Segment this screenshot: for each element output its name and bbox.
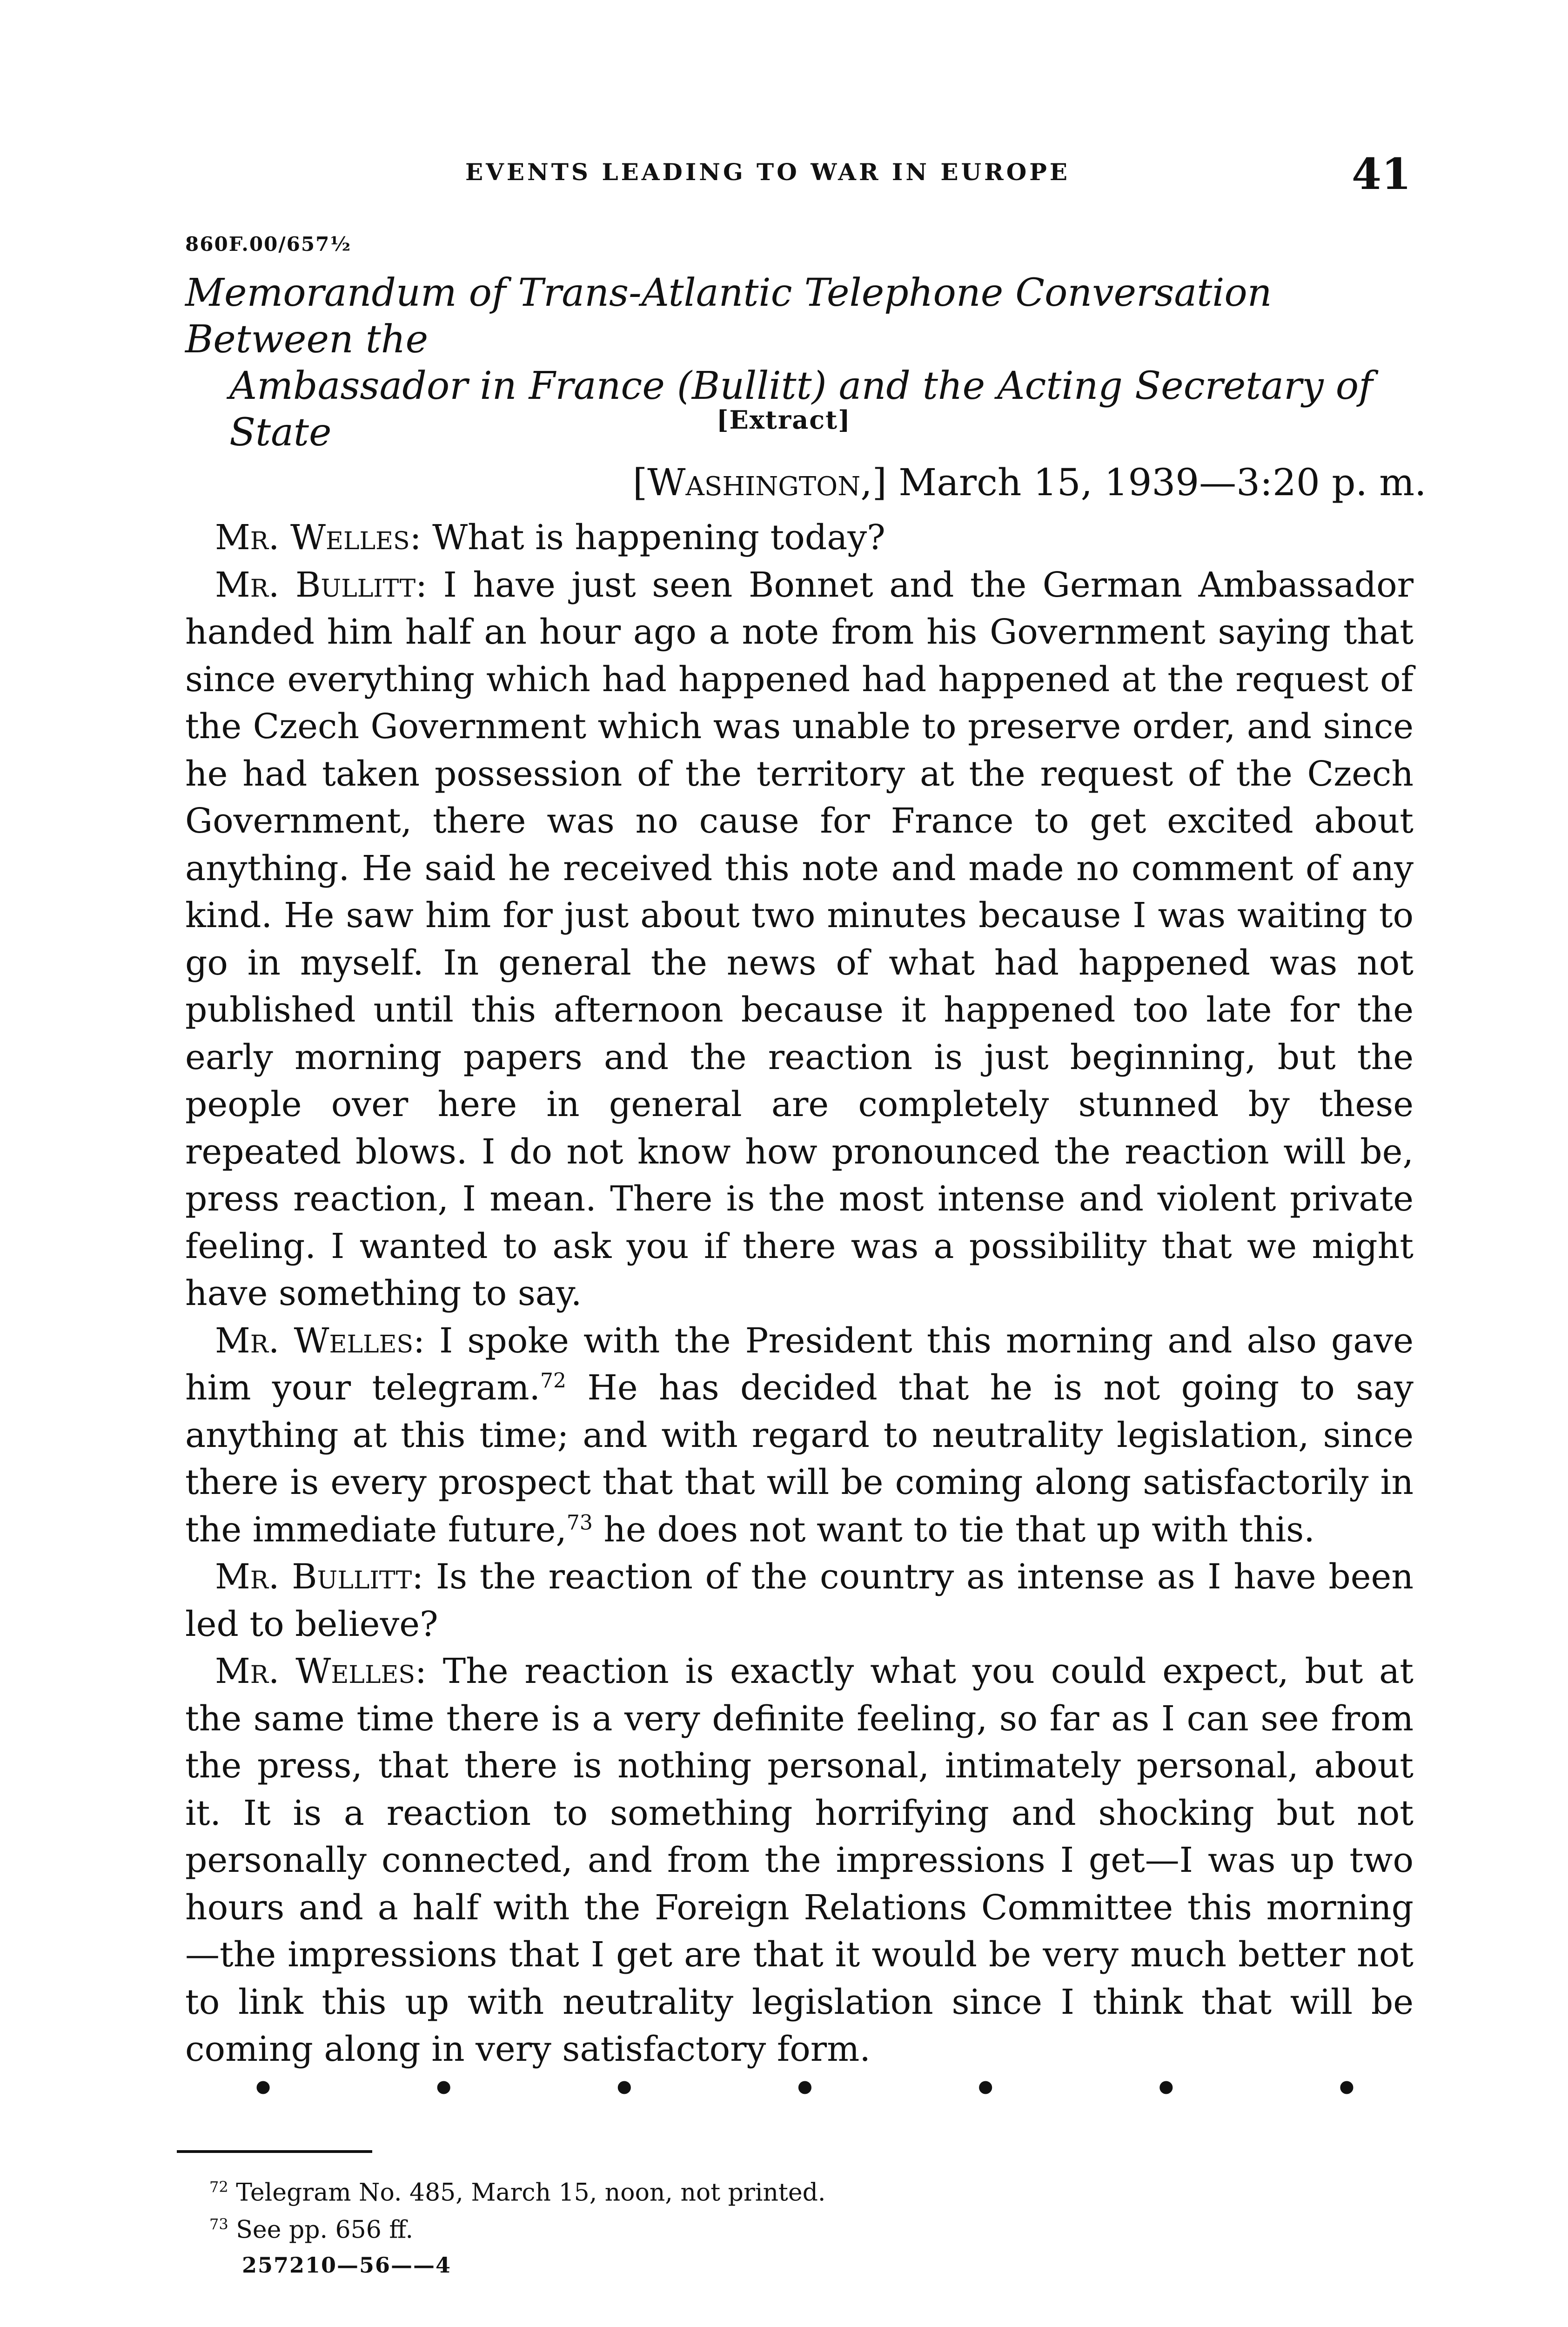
speaker-name: Mr. Bullitt: (215, 1557, 424, 1597)
dialogue-text: he does not want to tie that up with this. (592, 1509, 1315, 1550)
body-text (185, 514, 1414, 2073)
dialogue-text: I have just seen Bonnet and the German Ambassador handed him half an hour ago a note from his Government saying that since everything which had happened had happened at the request of the Czech Government which was unable to preserve order, and since he had taken possession of the territory at the request of the Czech Government, there was no cause for France to get excited about anything. He said he received this note and made no comment of any kind. He saw him for just about two minutes because I was waiting to go in myself. In general the news of what had happened was not published until this afternoon because it happened too late for the early morning papers and the reaction is just beginning, but the people over here in general are completely stunned by these repeated blows. I do not know how pronounced the reaction will be, press reaction, I mean. There is the most intense and violent private feeling. I wanted to ask you if there was a possibility that we might have something to say. (185, 565, 1414, 1313)
omission-dot: • (1334, 2066, 1359, 2110)
footnote-mark: 73 (209, 2215, 228, 2233)
dialogue-paragraph (185, 1648, 1414, 2073)
dateline-place: [Washington,] (633, 461, 887, 504)
page-number: 41 (1352, 149, 1412, 199)
footnote-73 (209, 2208, 825, 2246)
dialogue-text: He has decided that he is not going to say anything at this time; and with regard to neutrality legislation, since there is every prospect that that will be coming along satisfactorily in the immediate future, (185, 1368, 1414, 1550)
omission-dot: • (793, 2066, 817, 2110)
omission-dot: • (973, 2066, 998, 2110)
omission-dot: • (251, 2066, 275, 2110)
title-line-2: Ambassador in France (Bullitt) and the Acting Secretary of State (229, 364, 1373, 455)
footnote-text: Telegram No. 485, March 15, noon, not printed. (228, 2179, 826, 2207)
dateline-time: March 15, 1939—3:20 p. m. (886, 461, 1427, 504)
omission-dots (251, 2066, 1359, 2110)
dialogue-paragraph (185, 562, 1414, 1318)
speaker-name: Mr. Bullitt: (215, 565, 428, 605)
speaker-name: Mr. Welles: (215, 518, 422, 558)
running-title: EVENTS LEADING TO WAR IN EUROPE (465, 158, 1070, 186)
footnotes (209, 2171, 825, 2246)
omission-dot: • (432, 2066, 456, 2110)
dateline (633, 461, 1427, 504)
dialogue-paragraph (185, 1554, 1414, 1648)
footnote-72 (209, 2171, 825, 2208)
dialogue-paragraph (185, 1318, 1414, 1554)
dialogue-text: What is happening today? (421, 518, 885, 558)
title-line-1: Memorandum of Trans-Atlantic Telephone Conversation Between the (185, 271, 1272, 362)
omission-dot: • (612, 2066, 637, 2110)
footnote-ref-72: 72 (540, 1369, 567, 1393)
omission-dot: • (1154, 2066, 1178, 2110)
dialogue-paragraph (185, 514, 1414, 562)
print-code: 257210—56——4 (242, 2253, 452, 2278)
dialogue-text: The reaction is exactly what you could expect, but at the same time there is a very definite feeling, so far as I can see from the press, that there is nothing personal, intimately personal, about it. It is a reaction to something horrifying and shocking but not personally connected, and from the impressions I get—I was up two hours and a half with the Foreign Relations Committee this morning—the impressions that I get are that it would be very much better not to link this up with neutrality legislation since I think that will be coming along in very satisfactory form. (185, 1651, 1414, 2069)
footnote-mark: 72 (209, 2178, 228, 2196)
file-number: 860F.00/657½ (185, 233, 352, 256)
extract-label: [Extract] (717, 405, 851, 435)
footnote-divider (177, 2150, 372, 2153)
dialogue-text: Is the reaction of the country as intense as I have been led to believe? (185, 1557, 1414, 1644)
footnote-ref-73: 73 (566, 1510, 593, 1534)
speaker-name: Mr. Welles: (215, 1320, 425, 1361)
dialogue-text: I spoke with the President this morning and also gave him your telegram. (185, 1320, 1414, 1408)
speaker-name: Mr. Welles: (215, 1651, 427, 1691)
footnote-text: See pp. 656 ff. (228, 2216, 413, 2244)
